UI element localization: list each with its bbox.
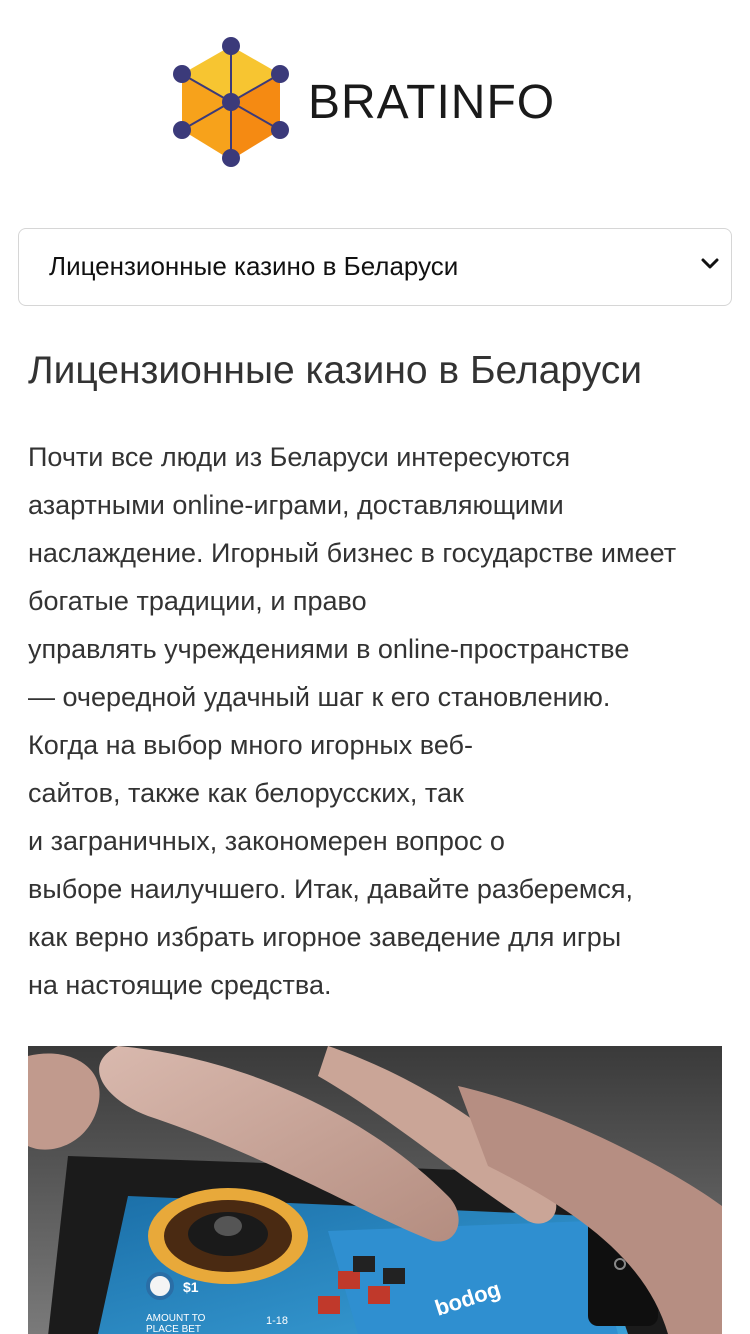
- chevron-down-icon: [699, 253, 721, 275]
- amount-to-text: AMOUNT TO: [146, 1313, 206, 1324]
- intro-line: выборе наилучшего. Итак, давайте разберемся,: [28, 874, 634, 904]
- intro-line: — очередной удачный шаг к его становлению.: [28, 682, 611, 712]
- cube-network-logo-icon: [170, 36, 292, 168]
- intro-line: Почти все люди из Беларуси интересуются: [28, 442, 571, 472]
- intro-line: богатые традиции, и право: [28, 586, 367, 616]
- category-select[interactable]: [18, 228, 732, 306]
- phone-roulette-illustration: [28, 1046, 722, 1334]
- intro-line: и заграничных, закономерен вопрос о: [28, 826, 505, 856]
- site-header: [0, 0, 750, 205]
- page-title: Лицензионные казино в Беларуси: [28, 349, 642, 392]
- category-select-value: Лицензионные казино в Беларуси: [49, 251, 459, 281]
- bodog-brand-text: bodog: [431, 1276, 504, 1321]
- article-intro: [28, 433, 728, 1009]
- site-logo[interactable]: [170, 36, 555, 168]
- intro-line: сайтов, также как белорусских, так: [28, 778, 464, 808]
- logo-text: BRATINFO: [308, 75, 556, 129]
- intro-line: на настоящие средства.: [28, 970, 332, 1000]
- range-1-18-text: 1-18: [266, 1315, 289, 1327]
- intro-line: как верно избрать игорное заведение для игры: [28, 922, 622, 952]
- place-bet-text: PLACE BET: [146, 1324, 202, 1334]
- phone-roulette-photo: [28, 1046, 722, 1334]
- intro-line: Когда на выбор много игорных веб-: [28, 730, 473, 760]
- intro-line: управлять учреждениями в online-пространстве: [28, 634, 630, 664]
- intro-line: наслаждение. Игорный бизнес в государстве имеет: [28, 538, 677, 568]
- bet-amount-text: $1: [183, 1279, 199, 1295]
- intro-line: азартными online-играми, доставляющими: [28, 490, 564, 520]
